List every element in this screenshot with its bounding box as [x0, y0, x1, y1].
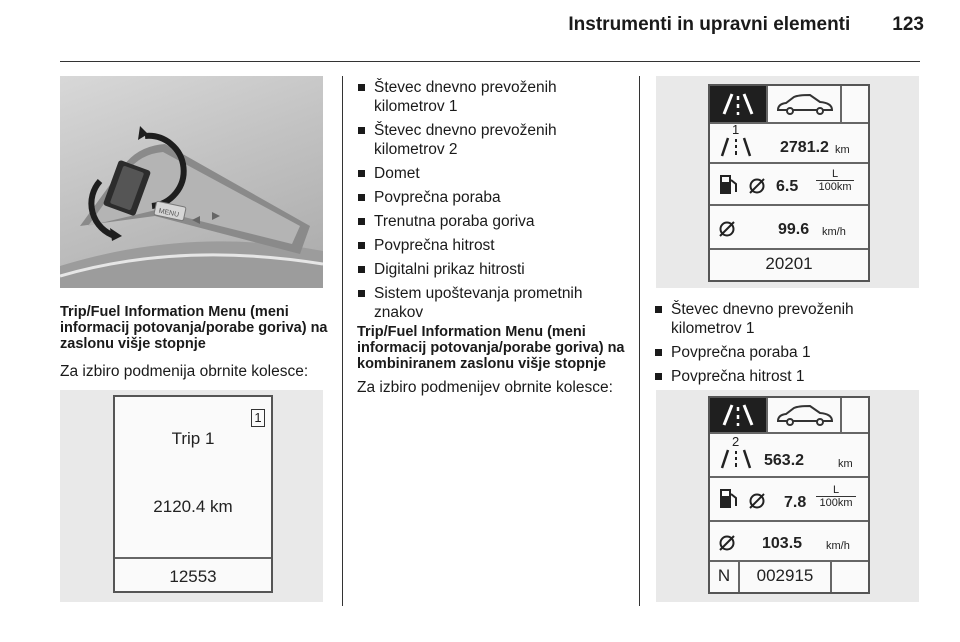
road-tab [710, 86, 766, 122]
avg-speed: 103.5 [762, 535, 803, 552]
road-icon [710, 398, 766, 432]
avg-consumption: 7.8 [784, 494, 807, 511]
average-icon [748, 177, 766, 195]
avg-speed: 99.6 [778, 221, 810, 238]
fuel-pump-icon [718, 172, 740, 196]
list-item: Sistem upoštevanja prometnih znakov [357, 284, 629, 322]
odometer-value: 20201 [765, 254, 813, 273]
page-header [0, 14, 924, 36]
column-divider-right [639, 76, 640, 606]
average-icon [748, 492, 766, 510]
display-upper-level [113, 395, 273, 593]
trip-distance: 2781.2 [780, 139, 829, 156]
car-tab [766, 398, 842, 432]
odometer-value: 12553 [169, 567, 217, 586]
distance-unit: km [835, 144, 850, 156]
consumption-unit: L 100km [816, 168, 854, 193]
average-icon [718, 220, 736, 238]
consumption-unit: L 100km [816, 484, 856, 509]
menu-button-label: MENU [157, 207, 180, 219]
section-heading-upper-display: Trip/Fuel Information Menu (meni informacij potovanja/porabe goriva) na zaslonu višje stopnje [60, 304, 328, 352]
trip-distance: 2120.4 km [153, 497, 233, 516]
instruction-text: Za izbiro podmenija obrnite kolesce: [60, 363, 309, 380]
left-text-block [60, 304, 330, 381]
right-text-block [654, 300, 914, 391]
speed-unit: km/h [826, 540, 850, 552]
list-item: Digitalni prikaz hitrosti [357, 260, 629, 279]
list-item: Števec dnevno prevoženih kilometrov 1 [654, 300, 914, 338]
header-rule [60, 61, 920, 62]
list-item: Povprečna poraba [357, 188, 629, 207]
trip-distance: 563.2 [764, 452, 805, 469]
speed-unit: km/h [822, 226, 846, 238]
middle-text-block [357, 78, 629, 397]
steering-lever-illustration [60, 76, 323, 288]
list-item: Povprečna poraba 1 [654, 343, 914, 362]
trip-title: Trip 1 [171, 429, 215, 448]
list-item: Domet [357, 164, 629, 183]
road-icon [716, 136, 756, 158]
avg-consumption: 6.5 [776, 178, 799, 195]
section-heading-combined-display: Trip/Fuel Information Menu (meni informacij potovanja/porabe goriva) na kombiniranem zaslonu višje stopnje [357, 324, 625, 372]
road-icon [716, 448, 756, 470]
list-item: Števec dnevno prevoženih kilometrov 2 [357, 121, 629, 159]
car-icon [768, 398, 842, 432]
list-item: Števec dnevno prevoženih kilometrov 1 [357, 78, 629, 116]
list-item: Trenutna poraba goriva [357, 212, 629, 231]
instruction-text: Za izbiro podmenijev obrnite kolesce: [357, 379, 613, 396]
page-title: Instrumenti in upravni elementi [568, 14, 851, 35]
road-icon [710, 86, 766, 122]
distance-unit: km [838, 458, 853, 470]
steering-lever-photo [60, 76, 323, 288]
trip-number: 2 [732, 434, 740, 449]
gear-indicator: N [710, 562, 740, 592]
display-combined-2 [708, 396, 870, 594]
road-tab [710, 398, 766, 432]
submenu-list [357, 78, 629, 322]
trip-number: 1 [732, 122, 740, 137]
column-divider-left [342, 76, 343, 606]
fuel-pump-icon [718, 486, 740, 510]
list-item: Povprečna hitrost [357, 236, 629, 255]
page-number: 123 [892, 14, 924, 35]
trip-badge: 1 [251, 409, 265, 427]
car-icon [768, 86, 842, 122]
list-item: Povprečna hitrost 1 [654, 367, 914, 386]
submenu-list [654, 300, 914, 386]
average-icon [718, 534, 736, 552]
car-tab [766, 86, 842, 122]
odometer-value: 002915 [740, 562, 832, 592]
display-combined-1 [708, 84, 870, 282]
